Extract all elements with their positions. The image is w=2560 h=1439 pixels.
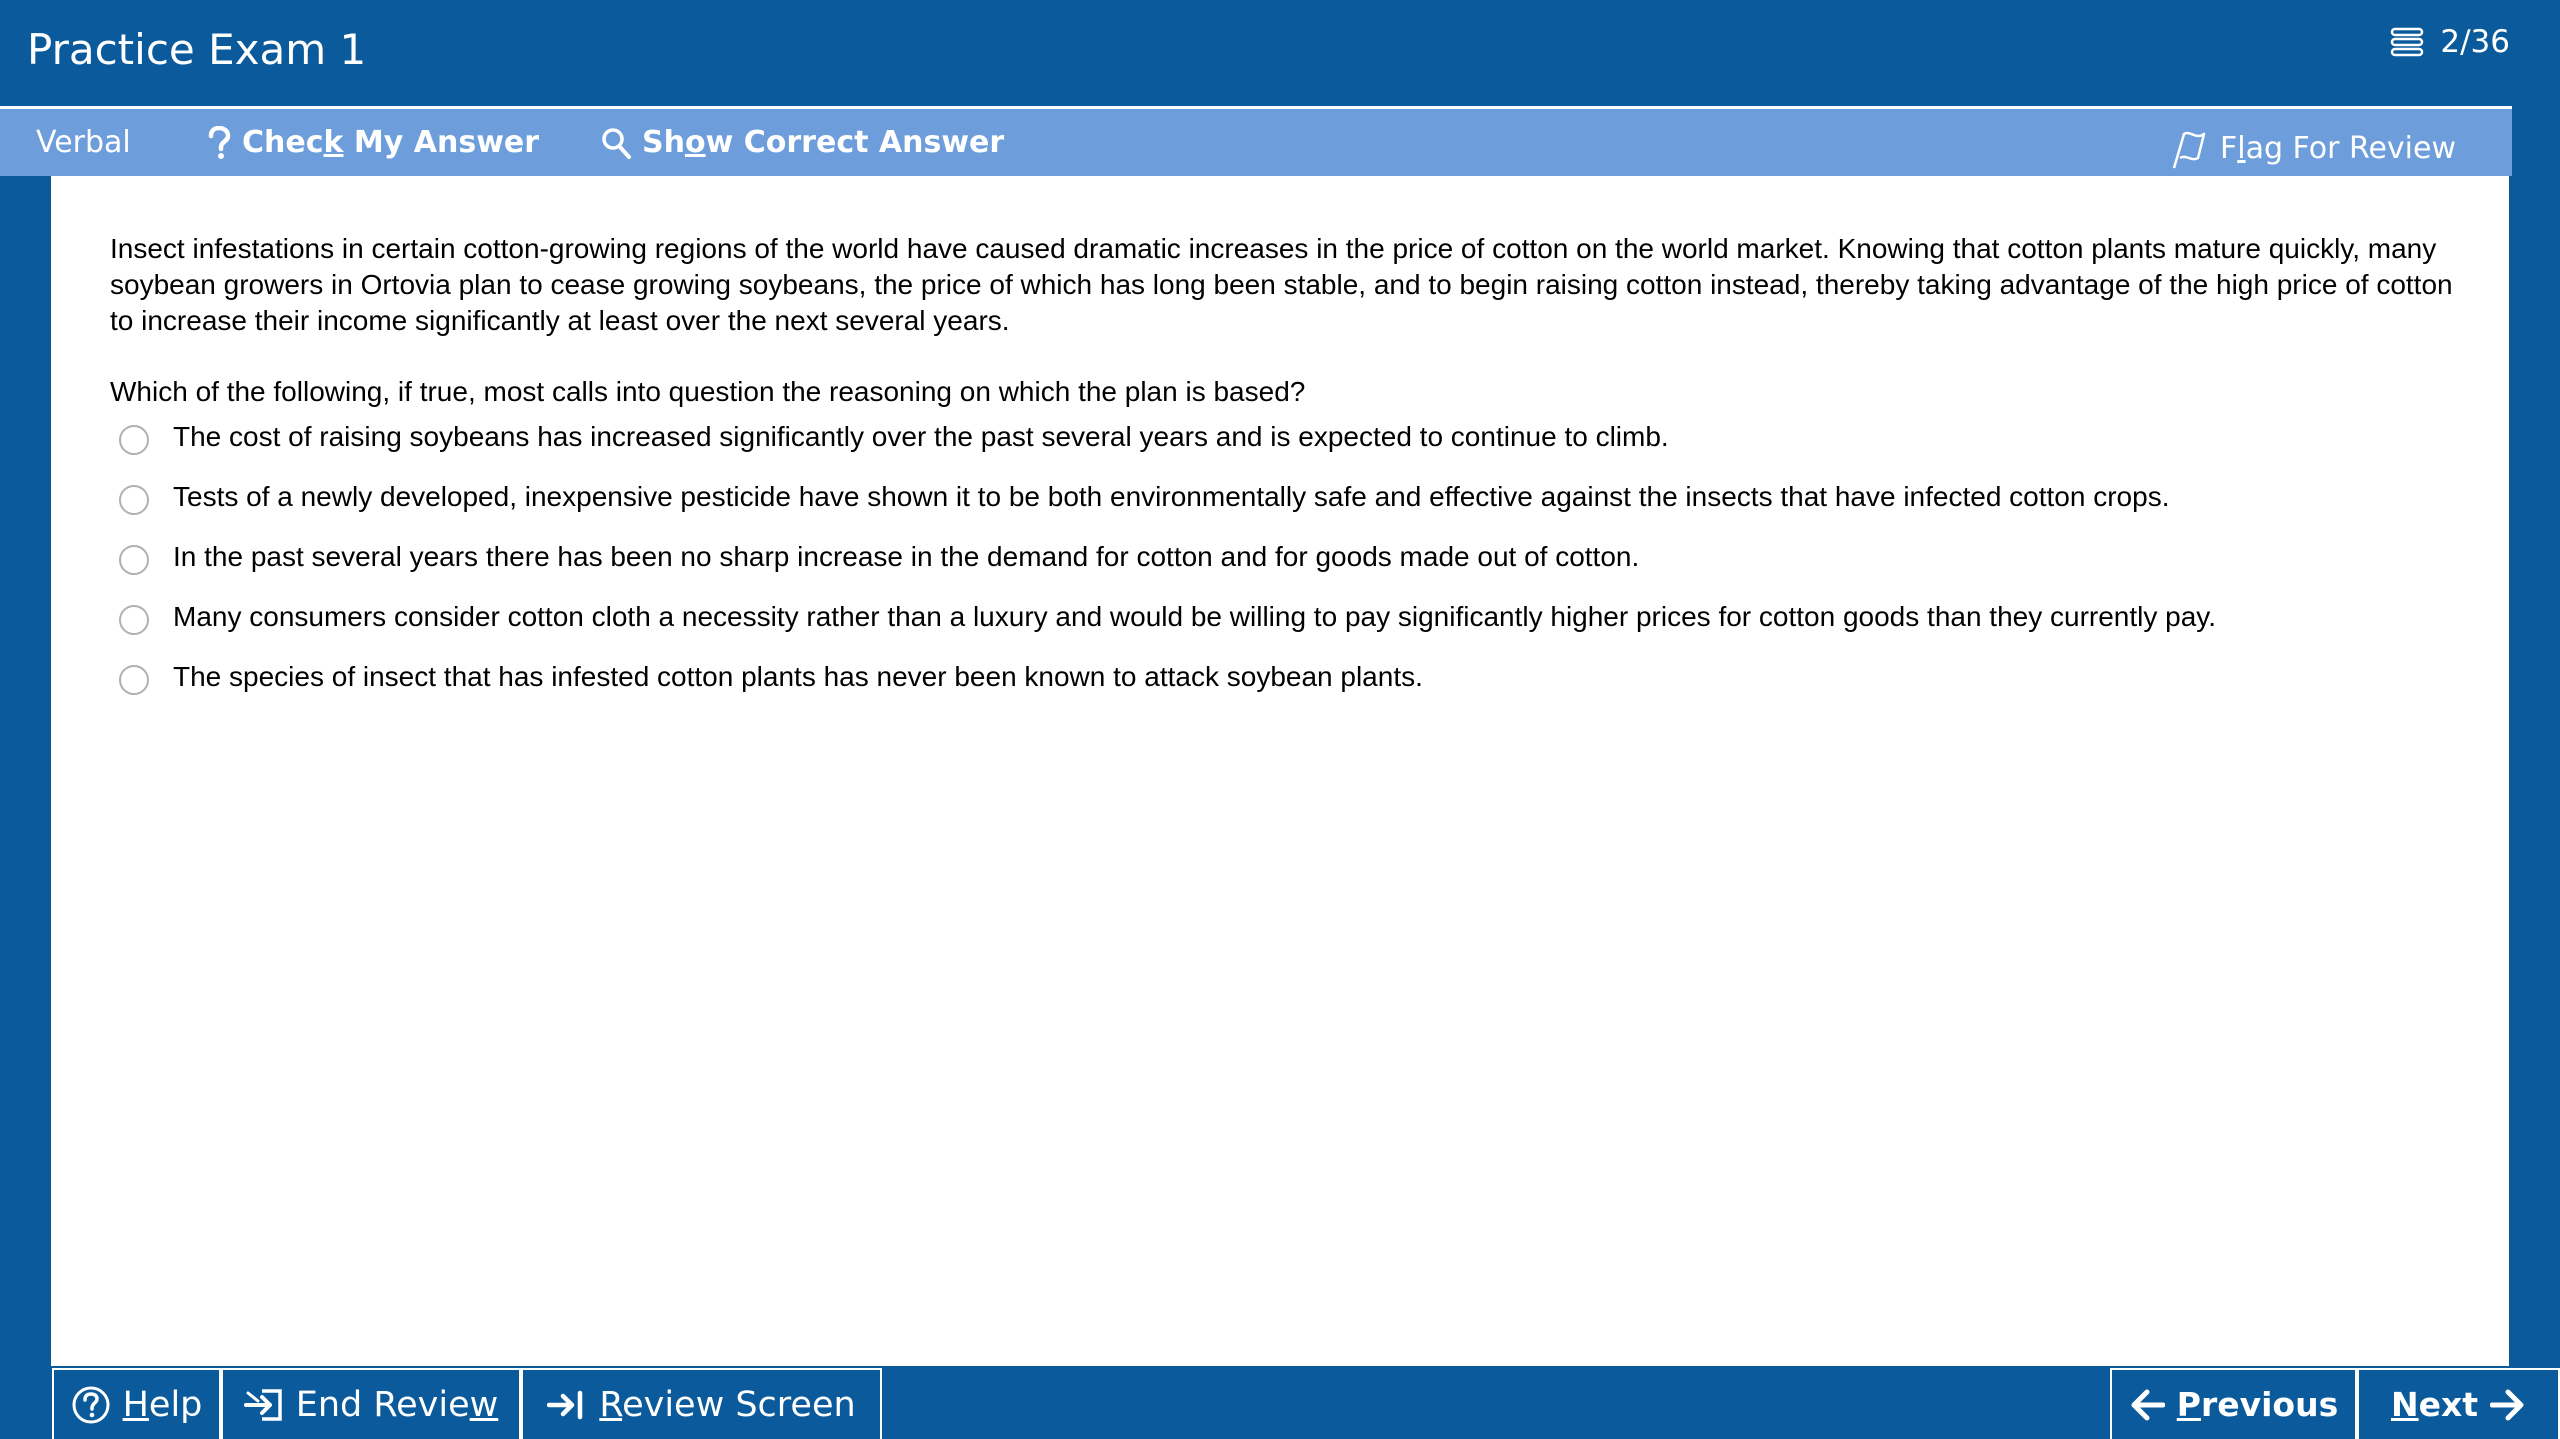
question-panel: [51, 176, 2509, 1366]
show-correct-answer-button[interactable]: [600, 109, 1004, 176]
help-button[interactable]: [52, 1368, 221, 1439]
radio-button[interactable]: [119, 425, 149, 455]
answer-choice-text: The cost of raising soybeans has increased significantly over the past several years and is expected to continue to climb.: [173, 421, 1669, 452]
flag-for-review-button[interactable]: [2170, 115, 2456, 182]
end-review-label: End Review: [295, 1384, 499, 1425]
arrow-left-icon: [2129, 1387, 2165, 1423]
question-stem: Which of the following, if true, most calls into question the reasoning on which the plan is based?: [110, 376, 1306, 407]
toolbar: [0, 106, 2512, 176]
help-label: Help: [122, 1384, 203, 1425]
previous-button[interactable]: [2110, 1368, 2357, 1439]
bottom-navigation-bar: [0, 1366, 2560, 1439]
magnifier-icon: [600, 126, 632, 160]
show-correct-answer-label: Show Correct Answer: [642, 125, 1005, 160]
radio-button[interactable]: [119, 545, 149, 575]
question-stimulus: Insect infestations in certain cotton-growing regions of the world have caused dramatic increases in the price of cotton on the world market. Knowing that cotton plants mature quickly, many soybean growers in Ortovia plan to cease growing soybeans, the price of which has long been stable, and to begin raising cotton instead, thereby taking advantage of the high price of cotton to increase their income significantly at least over the next several years.: [110, 233, 2453, 336]
exit-icon: [244, 1387, 284, 1423]
title-bar: [0, 0, 2560, 106]
question-mark-icon: [206, 126, 232, 160]
review-arrow-icon: [547, 1387, 587, 1423]
radio-button[interactable]: [119, 485, 149, 515]
section-label-text: Verbal: [36, 125, 131, 160]
answer-choice-c[interactable]: [119, 535, 1639, 579]
previous-label: Previous: [2176, 1385, 2339, 1424]
answer-choice-b[interactable]: [119, 475, 2169, 519]
check-my-answer-label: Check My Answer: [242, 125, 540, 160]
end-review-button[interactable]: [221, 1368, 521, 1439]
question-list-icon: [2388, 25, 2428, 59]
flag-for-review-label: Flag For Review: [2219, 131, 2456, 166]
question-counter-text: 2/36: [2440, 24, 2510, 60]
answer-choice-text: Tests of a newly developed, inexpensive pesticide have shown it to be both environmentally safe and effective against the insects that have infected cotton crops.: [173, 481, 2170, 512]
review-screen-label: Review Screen: [599, 1384, 856, 1425]
help-circle-icon: [71, 1385, 111, 1425]
answer-choice-text: In the past several years there has been no sharp increase in the demand for cotton and for goods made out of cotton.: [173, 541, 1640, 572]
check-my-answer-button[interactable]: [206, 109, 539, 176]
section-label: [36, 109, 131, 176]
answer-choice-d[interactable]: [119, 595, 2216, 639]
next-button[interactable]: [2357, 1368, 2560, 1439]
answer-choice-text: The species of insect that has infested cotton plants has never been known to attack soybean plants.: [173, 661, 1423, 692]
exam-title: Practice Exam 1: [27, 25, 367, 74]
radio-button[interactable]: [119, 605, 149, 635]
question-counter[interactable]: [2388, 20, 2510, 64]
answer-choice-e[interactable]: [119, 655, 1423, 699]
answer-choice-a[interactable]: [119, 415, 1669, 459]
flag-icon: [2170, 128, 2210, 170]
answer-choice-text: Many consumers consider cotton cloth a necessity rather than a luxury and would be willing to pay significantly higher prices for cotton goods than they currently pay.: [173, 601, 2217, 632]
review-screen-button[interactable]: [521, 1368, 882, 1439]
radio-button[interactable]: [119, 665, 149, 695]
arrow-right-icon: [2490, 1387, 2526, 1423]
next-label: Next: [2390, 1385, 2479, 1424]
